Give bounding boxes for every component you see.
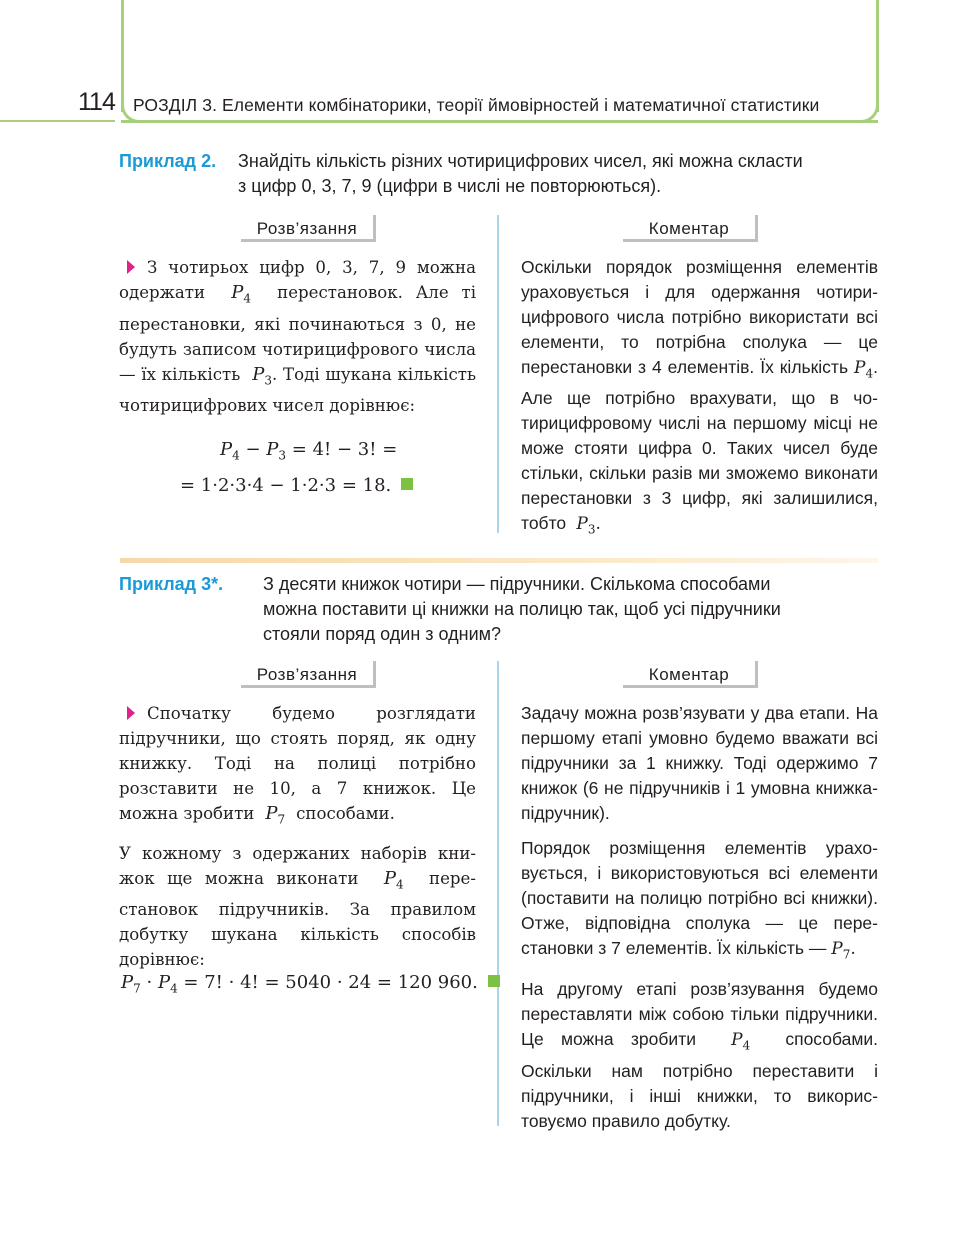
math-p4-comment: $P_4$ bbox=[854, 358, 874, 381]
example-2-comment-text-1: Оскільки порядок розміщення елементів ураховується і для одержання чотирицифрового числа потрібно використати всі елементи, то потрібна сполука — це перестановки з 4 елементів. Їх кількість bbox=[521, 257, 878, 377]
section-separator bbox=[120, 558, 878, 563]
page-number-rule bbox=[0, 120, 115, 122]
example-2-label: Приклад 2. bbox=[119, 151, 217, 171]
example-3-comment-para-3 bbox=[521, 977, 878, 1133]
math-p3-comment: $P_3$. bbox=[576, 514, 601, 537]
example-3-comment-para-1: Задачу можна розв’язувати у два етапи. На першому етапі умовно будемо вважати всі підручники за 1 книжку. Тоді одержимо 7 книжок (6 не підручників і 1 умовна книжка-підручник). bbox=[521, 703, 878, 823]
example-3-solution-text-1b: способами. bbox=[296, 804, 395, 823]
example-2-comment-tab: Коментар bbox=[623, 215, 758, 242]
example-3-comment bbox=[521, 701, 878, 1134]
header-frame-bottom bbox=[121, 120, 878, 123]
example-3-solution-para-2 bbox=[119, 841, 476, 973]
example-2-formula-line-1: $P_4 - P_3 = 4$! − 3! = bbox=[220, 439, 398, 463]
math-p7: $P_7$ bbox=[265, 803, 286, 827]
example-2-solution bbox=[119, 255, 476, 418]
example-2-solution-text-3: . Тоді шукана кількість чотирицифрових чисел дорівнює: bbox=[119, 364, 477, 416]
math-p4-ex3: $P_4$ bbox=[383, 867, 404, 892]
example-3-solution-text-1a: Спочатку будемо розглядати підручники, що стоять поряд, як одну книжку. Тоді на полиці потрібно розставити не 10, а 7 книжок. Це можна зробити bbox=[119, 704, 476, 823]
example-2-solution-tab: Розв’язання bbox=[241, 215, 376, 242]
example-3-comment-para-2 bbox=[521, 836, 878, 967]
example-3-solution-text-2a: У кожному з одержаних наборів книжок ще можна виконати bbox=[119, 843, 476, 888]
example-3-formula: $P_7 \cdot P_4 = 7$! · 4! = 5040 · 24 = 120 960. bbox=[121, 972, 500, 996]
example-3-solution-text-2b: перестановок підручників. За правилом добутку шукана кількість способів дорівнює: bbox=[119, 868, 476, 970]
math-p3: $P_3$ bbox=[252, 363, 272, 388]
running-head: РОЗДІЛ 3. Елементи комбінаторики, теорії ймовірностей і математичної статистики bbox=[133, 95, 820, 115]
example-3-solution-tab: Розв’язання bbox=[241, 661, 376, 688]
example-2-task bbox=[238, 149, 878, 199]
example-2-solution-text-2: перестановок. Але ті перестановки, які починаються з 0, не будуть записом чотирицифрового числа — їх кількість bbox=[119, 283, 477, 384]
example-3-column-divider bbox=[497, 661, 499, 1126]
example-3-label: Приклад 3*. bbox=[119, 574, 224, 594]
example-3-task-line-3: стояли поряд один з одним? bbox=[263, 624, 502, 644]
solution-marker-icon bbox=[127, 260, 135, 274]
example-2-task-line-2: з цифр 0, 3, 7, 9 (цифри в числі не повторюються). bbox=[238, 176, 662, 196]
header-frame-right bbox=[876, 0, 879, 112]
math-p4: $P_4$ bbox=[231, 282, 251, 306]
example-2-comment-text-2: . Але ще потрібно врахувати, що в чотирицифровому числі на першому місці не може стояти цифра 0. Таких чисел буде стільки, скільки разів ми зможемо виконати перестановки з 3 цифр, які залишилися, тобто bbox=[521, 357, 878, 534]
end-of-solution-icon bbox=[401, 478, 413, 490]
example-3-task-line-1: З десяти книжок чотири — підручники. Скількома способами bbox=[263, 574, 771, 594]
example-3-comment-text-3b: способами. Оскільки нам потрібно переставити і підручники, і інші книжки, то використовуємо правило добутку. bbox=[521, 1029, 879, 1131]
page-number: 114 bbox=[78, 88, 115, 116]
example-2-task-line-1: Знайдіть кількість різних чотирицифрових чисел, які можна скласти bbox=[238, 151, 803, 171]
example-3-comment-text-2a: Порядок розміщення елементів ураховується, і використовуються всі елементи (поставити на полицю потрібно всі книжки). Отже, відповідна сполука — це перестановки з 7 елементів. Їх кількість — bbox=[521, 838, 878, 958]
example-3-task-line-2: можна поставити ці книжки на полицю так, щоб усі підручники bbox=[263, 599, 781, 619]
example-2-column-divider bbox=[497, 215, 499, 533]
math-p7-comment: $P_7$. bbox=[831, 939, 856, 962]
example-3-comment-text-3a: На другому етапі розв’язування будемо переставляти між собою тільки підручники. Це можна зробити bbox=[521, 979, 878, 1050]
example-3-solution bbox=[119, 701, 476, 972]
example-3-task bbox=[263, 572, 878, 647]
example-2-comment bbox=[521, 255, 878, 543]
example-3-solution-para-1 bbox=[119, 701, 476, 833]
solution-marker-icon bbox=[127, 706, 135, 720]
math-p4-comment-ex3: $P_4$ bbox=[731, 1030, 751, 1053]
example-2-solution-text-1: З чотирьох цифр 0, 3, 7, 9 можна одержати bbox=[119, 258, 476, 302]
example-3-comment-tab: Коментар bbox=[623, 661, 758, 688]
end-of-solution-icon bbox=[488, 975, 500, 987]
header-frame-left bbox=[121, 0, 124, 112]
example-2-formula-line-2: = 1·2·3·4 − 1·2·3 = 18. bbox=[180, 475, 413, 496]
